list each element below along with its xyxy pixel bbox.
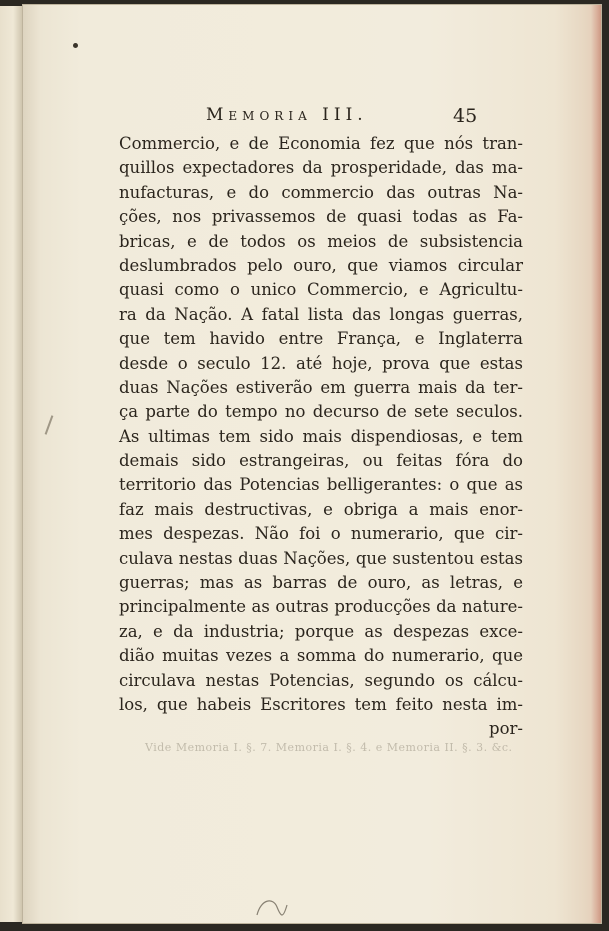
text-line: bricas, e de todos os meios de subsistencia: [119, 231, 523, 251]
book-page: [22, 4, 602, 924]
text-line: los, que habeis Escritores tem feito nesta im-: [119, 694, 523, 714]
text-line: que tem havido entre França, e Inglaterra: [119, 329, 523, 349]
text-line: guerras; mas as barras de ouro, as letras, e: [119, 573, 523, 593]
text-line: principalmente as outras producções da nature-: [119, 597, 523, 617]
text-line: As ultimas tem sido mais dispendiosas, e tem: [119, 426, 523, 446]
catchword: por-: [489, 719, 523, 739]
show-through-text: Vide Memoria I. §. 7. Memoria I. §. 4. e Memoria II. §. 3. &c.: [145, 741, 513, 754]
text-line: quasi como o unico Commercio, e Agricultu-: [119, 280, 523, 300]
text-line: demais sido estrangeiras, ou feitas fóra do: [119, 451, 523, 471]
text-line: quillos expectadores da prosperidade, das ma-: [119, 158, 523, 178]
text-line: faz mais destructivas, e obriga a mais enor-: [119, 499, 523, 519]
left-page-edge: [0, 6, 23, 922]
page-edge-stain: [591, 5, 601, 923]
text-line: ça parte do tempo no decurso de sete seculos.: [119, 402, 523, 422]
text-line: desde o seculo 12. até hoje, prova que estas: [119, 353, 523, 373]
pencil-mark: [45, 415, 54, 434]
text-line: duas Nações estiverão em guerra mais da ter-: [119, 377, 523, 397]
text-line: culava nestas duas Nações, que sustentou estas: [119, 548, 523, 568]
text-line: ções, nos privassemos de quasi todas as Fa-: [119, 207, 523, 227]
text-line: deslumbrados pelo ouro, que viamos circular: [119, 255, 523, 275]
text-line: dião muitas vezes a somma do numerario, que: [119, 646, 523, 666]
text-line: ra da Nação. A fatal lista das longas guerras,: [119, 304, 523, 324]
page-number: 45: [453, 105, 478, 127]
text-line: circulava nestas Potencias, segundo os cálcu-: [119, 670, 523, 690]
text-line: mes despezas. Não foi o numerario, que cir-: [119, 524, 523, 544]
running-title: Memoria III.: [206, 105, 368, 125]
text-line: Commercio, e de Economia fez que nós tran-: [119, 134, 523, 153]
body-text: [119, 132, 523, 742]
pencil-scribble: [253, 893, 291, 921]
page-header: [23, 105, 603, 131]
text-line: za, e da industria; porque as despezas exce-: [119, 621, 523, 641]
ink-dot: [73, 43, 78, 48]
text-line: nufacturas, e do commercio das outras Na-: [119, 182, 523, 202]
text-line: territorio das Potencias belligerantes: o que as: [119, 475, 523, 495]
